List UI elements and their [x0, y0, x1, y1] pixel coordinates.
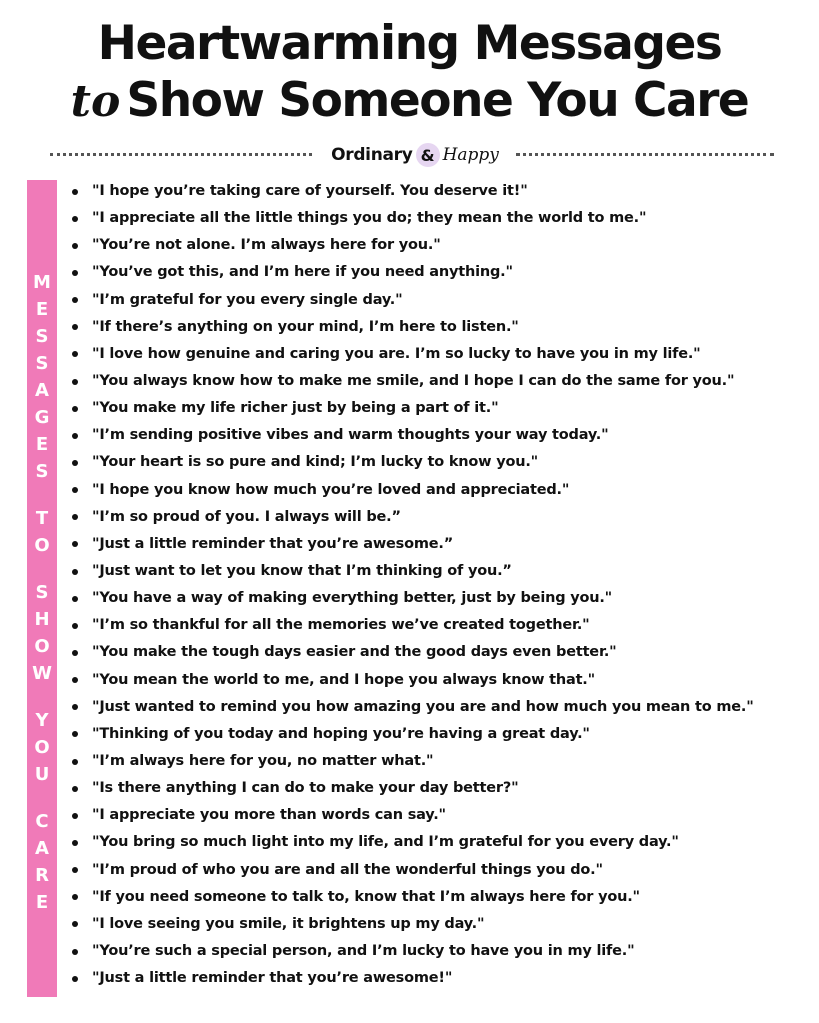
list-item — [72, 802, 754, 829]
bullet-icon — [72, 270, 78, 276]
message-text: "You’re not alone. I’m always here for you." — [92, 237, 441, 254]
message-text: "Your heart is so pure and kind; I’m lucky to know you." — [92, 454, 539, 471]
bullet-icon — [72, 976, 78, 982]
bullet-icon — [72, 867, 78, 873]
side-banner-letter: O — [34, 535, 50, 556]
side-banner-letter: O — [34, 636, 50, 657]
bullet-icon — [72, 921, 78, 927]
message-text: "I’m so thankful for all the memories we’ve created together." — [92, 617, 590, 634]
dotted-divider-left — [50, 153, 312, 156]
bullet-icon — [72, 569, 78, 575]
list-item — [72, 884, 754, 911]
bullet-icon — [72, 759, 78, 765]
bullet-icon — [72, 596, 78, 602]
brand-logo — [322, 140, 508, 170]
list-item — [72, 314, 754, 341]
side-banner-letter: E — [35, 892, 49, 913]
bullet-icon — [72, 704, 78, 710]
dotted-divider-right — [516, 153, 774, 156]
side-banner-letter: E — [35, 434, 49, 455]
list-item — [72, 422, 754, 449]
bullet-icon — [72, 487, 78, 493]
message-text: "I’m so proud of you. I always will be.” — [92, 508, 401, 525]
side-banner-letter: S — [35, 326, 49, 347]
bullet-icon — [72, 623, 78, 629]
bullet-icon — [72, 786, 78, 792]
side-banner-letter: A — [35, 380, 49, 401]
side-banner-letter: O — [34, 737, 50, 758]
message-text: "Just a little reminder that you’re awesome.” — [92, 535, 454, 552]
list-item — [72, 721, 754, 748]
bullet-icon — [72, 189, 78, 195]
bullet-icon — [72, 813, 78, 819]
message-text: "You make the tough days easier and the good days even better." — [92, 644, 617, 661]
bullet-icon — [72, 650, 78, 656]
side-banner-letter: H — [34, 609, 50, 630]
side-banner-gap — [27, 485, 57, 505]
list-item — [72, 667, 754, 694]
message-text: "Just want to let you know that I’m thinking of you.” — [92, 562, 512, 579]
message-text: "I hope you know how much you’re loved and appreciated." — [92, 481, 570, 498]
message-text: "You always know how to make me smile, and I hope I can do the same for you." — [92, 372, 735, 389]
brand-row — [0, 140, 819, 170]
message-text: "I’m sending positive vibes and warm thoughts your way today." — [92, 427, 609, 444]
brand-happy: Happy — [442, 145, 499, 165]
bullet-icon — [72, 894, 78, 900]
list-item — [72, 965, 754, 992]
list-item — [72, 449, 754, 476]
message-text: "I appreciate all the little things you do; they mean the world to me." — [92, 210, 647, 227]
bullet-icon — [72, 406, 78, 412]
list-item — [72, 477, 754, 504]
message-text: "You mean the world to me, and I hope you always know that." — [92, 671, 595, 688]
message-text: "Just a little reminder that you’re awesome!" — [92, 970, 453, 987]
bullet-icon — [72, 949, 78, 955]
bullet-icon — [72, 324, 78, 330]
list-item — [72, 694, 754, 721]
message-text: "I appreciate you more than words can say." — [92, 807, 446, 824]
list-item — [72, 639, 754, 666]
title-line-2-text: Show Someone You Care — [126, 73, 749, 128]
message-text: "Just wanted to remind you how amazing you are and how much you mean to me." — [92, 698, 754, 715]
list-item — [72, 829, 754, 856]
side-banner-text — [27, 269, 57, 916]
side-banner-letter: G — [34, 407, 50, 428]
brand-ordinary: Ordinary — [331, 145, 413, 165]
vertical-side-banner — [27, 180, 57, 997]
side-banner-letter: M — [33, 272, 51, 293]
side-banner-letter: U — [34, 764, 50, 785]
message-text: "You bring so much light into my life, and I’m grateful for you every day." — [92, 834, 679, 851]
side-banner-letter: A — [35, 838, 49, 859]
list-item — [72, 504, 754, 531]
side-banner-letter: S — [35, 461, 49, 482]
message-text: "I love seeing you smile, it brightens up my day." — [92, 915, 485, 932]
list-item — [72, 911, 754, 938]
bullet-icon — [72, 297, 78, 303]
side-banner-letter: C — [35, 811, 49, 832]
messages-list — [72, 178, 754, 992]
side-banner-gap — [27, 687, 57, 707]
list-item — [72, 612, 754, 639]
message-text: "You make my life richer just by being a part of it." — [92, 400, 499, 417]
list-item — [72, 531, 754, 558]
bullet-icon — [72, 379, 78, 385]
side-banner-letter: Y — [35, 710, 49, 731]
side-banner-letter: S — [35, 582, 49, 603]
message-text: "If there’s anything on your mind, I’m here to listen." — [92, 318, 519, 335]
bullet-icon — [72, 351, 78, 357]
message-text: "I’m always here for you, no matter what." — [92, 752, 434, 769]
list-item — [72, 585, 754, 612]
list-item — [72, 857, 754, 884]
brand-ampersand: & — [416, 143, 440, 167]
side-banner-letter: W — [32, 663, 52, 684]
message-text: "I hope you’re taking care of yourself. You deserve it!" — [92, 183, 528, 199]
list-item — [72, 205, 754, 232]
page-title-line-1: Heartwarming Messages — [97, 16, 722, 71]
list-item — [72, 341, 754, 368]
list-item — [72, 938, 754, 965]
side-banner-letter: S — [35, 353, 49, 374]
message-text: "Is there anything I can do to make your day better?" — [92, 780, 519, 797]
side-banner-letter: E — [35, 299, 49, 320]
message-text: "You have a way of making everything better, just by being you." — [92, 590, 613, 607]
list-item — [72, 748, 754, 775]
list-item — [72, 775, 754, 802]
side-banner-letter: T — [35, 508, 49, 529]
bullet-icon — [72, 243, 78, 249]
message-text: "You’re such a special person, and I’m lucky to have you in my life." — [92, 942, 635, 959]
bullet-icon — [72, 840, 78, 846]
bullet-icon — [72, 460, 78, 466]
message-text: "You’ve got this, and I’m here if you need anything." — [92, 264, 513, 281]
title-script-to: to — [70, 76, 121, 127]
list-item — [72, 395, 754, 422]
list-item — [72, 259, 754, 286]
list-item — [72, 178, 754, 205]
list-item — [72, 368, 754, 395]
side-banner-gap — [27, 788, 57, 808]
message-text: "If you need someone to talk to, know that I’m always here for you." — [92, 888, 640, 905]
bullet-icon — [72, 731, 78, 737]
message-text: "Thinking of you today and hoping you’re having a great day." — [92, 725, 590, 742]
list-item — [72, 232, 754, 259]
bullet-icon — [72, 216, 78, 222]
side-banner-gap — [27, 559, 57, 579]
side-banner-letter: R — [35, 865, 49, 886]
bullet-icon — [72, 677, 78, 683]
bullet-icon — [72, 541, 78, 547]
list-item — [72, 558, 754, 585]
message-text: "I’m proud of who you are and all the wonderful things you do." — [92, 861, 603, 878]
list-item — [72, 287, 754, 314]
message-text: "I love how genuine and caring you are. I’m so lucky to have you in my life." — [92, 345, 701, 362]
page-title-line-2 — [0, 70, 819, 133]
message-text: "I’m grateful for you every single day." — [92, 291, 403, 308]
bullet-icon — [72, 514, 78, 520]
bullet-icon — [72, 433, 78, 439]
